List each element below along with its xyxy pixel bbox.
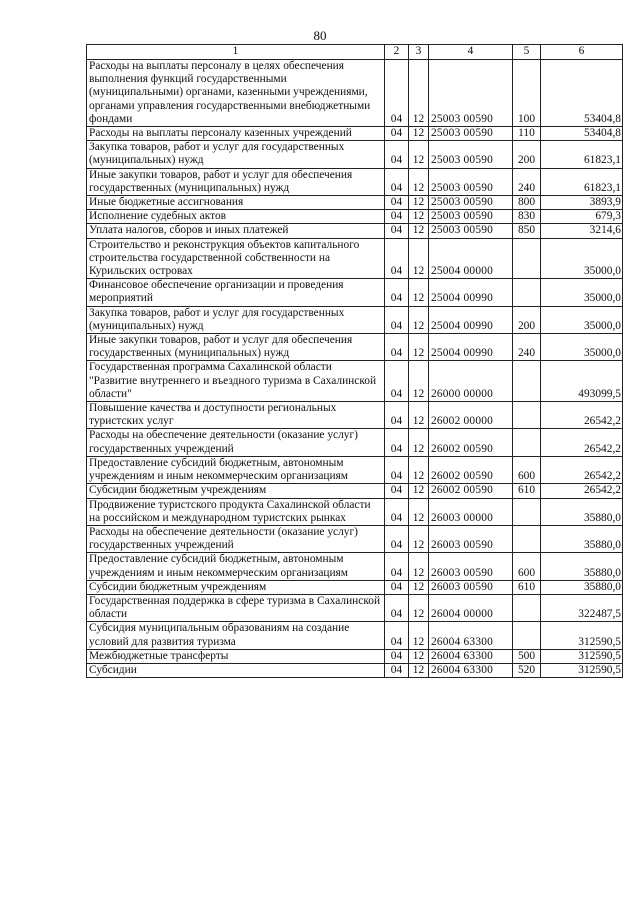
- table-row: [87, 279, 623, 306]
- table-row: [87, 196, 623, 210]
- section-code: 04: [385, 649, 409, 663]
- target-article-code: 26004 63300: [429, 622, 513, 649]
- row-name: Повышение качества и доступности региональных туристских услуг: [87, 402, 385, 429]
- amount: 35880,0: [541, 525, 623, 552]
- row-name: Расходы на выплаты персоналу казенных учреждений: [87, 127, 385, 141]
- expense-type-code: 610: [513, 580, 541, 594]
- section-code: 04: [385, 456, 409, 483]
- target-article-code: 25004 00990: [429, 334, 513, 361]
- amount: 35880,0: [541, 498, 623, 525]
- amount: 53404,8: [541, 60, 623, 127]
- subsection-code: 12: [409, 525, 429, 552]
- expense-type-code: [513, 429, 541, 456]
- row-name: Продвижение туристского продукта Сахалинской области на российском и международном туристских рынках: [87, 498, 385, 525]
- table-row: [87, 525, 623, 552]
- section-code: 04: [385, 224, 409, 238]
- target-article-code: 25003 00590: [429, 141, 513, 168]
- expense-type-code: 100: [513, 60, 541, 127]
- expense-type-code: [513, 402, 541, 429]
- table-row: [87, 456, 623, 483]
- amount: 35880,0: [541, 553, 623, 580]
- table-row: [87, 60, 623, 127]
- col-header-1: 1: [87, 45, 385, 60]
- row-name: Иные закупки товаров, работ и услуг для обеспечения государственных (муниципальных) нужд: [87, 334, 385, 361]
- expense-type-code: [513, 238, 541, 279]
- expense-type-code: 200: [513, 141, 541, 168]
- subsection-code: 12: [409, 402, 429, 429]
- target-article-code: 26003 00590: [429, 580, 513, 594]
- target-article-code: 25003 00590: [429, 210, 513, 224]
- subsection-code: 12: [409, 210, 429, 224]
- expense-type-code: 520: [513, 663, 541, 677]
- subsection-code: 12: [409, 361, 429, 402]
- amount: 35000,0: [541, 279, 623, 306]
- subsection-code: 12: [409, 594, 429, 621]
- target-article-code: 26002 00000: [429, 402, 513, 429]
- table-row: [87, 141, 623, 168]
- column-number-row: [87, 45, 623, 60]
- section-code: 04: [385, 498, 409, 525]
- amount: 3214,6: [541, 224, 623, 238]
- amount: 35000,0: [541, 334, 623, 361]
- section-code: 04: [385, 663, 409, 677]
- expense-type-code: [513, 525, 541, 552]
- table-row: [87, 306, 623, 333]
- amount: 312590,5: [541, 649, 623, 663]
- section-code: 04: [385, 334, 409, 361]
- target-article-code: 26003 00590: [429, 553, 513, 580]
- subsection-code: 12: [409, 456, 429, 483]
- amount: 3893,9: [541, 196, 623, 210]
- subsection-code: 12: [409, 224, 429, 238]
- expense-type-code: 240: [513, 168, 541, 195]
- amount: 493099,5: [541, 361, 623, 402]
- row-name: Закупка товаров, работ и услуг для государственных (муниципальных) нужд: [87, 141, 385, 168]
- expense-type-code: [513, 498, 541, 525]
- section-code: 04: [385, 484, 409, 498]
- expense-type-code: 200: [513, 306, 541, 333]
- section-code: 04: [385, 60, 409, 127]
- section-code: 04: [385, 210, 409, 224]
- target-article-code: 25004 00990: [429, 279, 513, 306]
- section-code: 04: [385, 141, 409, 168]
- row-name: Расходы на обеспечение деятельности (оказание услуг) государственных учреждений: [87, 429, 385, 456]
- section-code: 04: [385, 168, 409, 195]
- expense-type-code: [513, 279, 541, 306]
- section-code: 04: [385, 238, 409, 279]
- subsection-code: 12: [409, 663, 429, 677]
- budget-table: [86, 44, 623, 678]
- amount: 61823,1: [541, 141, 623, 168]
- row-name: Субсидии бюджетным учреждениям: [87, 484, 385, 498]
- section-code: 04: [385, 196, 409, 210]
- target-article-code: 25004 00000: [429, 238, 513, 279]
- amount: 35880,0: [541, 580, 623, 594]
- col-header-5: 5: [513, 45, 541, 60]
- table-row: [87, 594, 623, 621]
- expense-type-code: [513, 594, 541, 621]
- expense-type-code: [513, 361, 541, 402]
- amount: 679,3: [541, 210, 623, 224]
- subsection-code: 12: [409, 553, 429, 580]
- row-name: Закупка товаров, работ и услуг для государственных (муниципальных) нужд: [87, 306, 385, 333]
- expense-type-code: 850: [513, 224, 541, 238]
- row-name: Расходы на выплаты персоналу в целях обеспечения выполнения функций государственными (муниципальными) органами, казенными учреждениями, органами управления государственными внебюджетными фондами: [87, 60, 385, 127]
- target-article-code: 25003 00590: [429, 168, 513, 195]
- table-row: [87, 553, 623, 580]
- table-body: [87, 60, 623, 678]
- table-row: [87, 127, 623, 141]
- target-article-code: 25003 00590: [429, 196, 513, 210]
- row-name: Исполнение судебных актов: [87, 210, 385, 224]
- row-name: Финансовое обеспечение организации и проведения мероприятий: [87, 279, 385, 306]
- section-code: 04: [385, 361, 409, 402]
- section-code: 04: [385, 622, 409, 649]
- expense-type-code: 600: [513, 456, 541, 483]
- target-article-code: 26004 63300: [429, 663, 513, 677]
- subsection-code: 12: [409, 60, 429, 127]
- row-name: Расходы на обеспечение деятельности (оказание услуг) государственных учреждений: [87, 525, 385, 552]
- table-row: [87, 334, 623, 361]
- expense-type-code: 600: [513, 553, 541, 580]
- table-row: [87, 361, 623, 402]
- subsection-code: 12: [409, 168, 429, 195]
- target-article-code: 26003 00590: [429, 525, 513, 552]
- row-name: Субсидия муниципальным образованиям на создание условий для развития туризма: [87, 622, 385, 649]
- target-article-code: 26002 00590: [429, 484, 513, 498]
- target-article-code: 25003 00590: [429, 224, 513, 238]
- col-header-2: 2: [385, 45, 409, 60]
- subsection-code: 12: [409, 580, 429, 594]
- table-row: [87, 224, 623, 238]
- expense-type-code: 610: [513, 484, 541, 498]
- section-code: 04: [385, 279, 409, 306]
- section-code: 04: [385, 402, 409, 429]
- section-code: 04: [385, 553, 409, 580]
- row-name: Уплата налогов, сборов и иных платежей: [87, 224, 385, 238]
- subsection-code: 12: [409, 498, 429, 525]
- row-name: Государственная программа Сахалинской области "Развитие внутреннего и въездного туризма в Сахалинской области": [87, 361, 385, 402]
- amount: 322487,5: [541, 594, 623, 621]
- section-code: 04: [385, 580, 409, 594]
- section-code: 04: [385, 525, 409, 552]
- expense-type-code: [513, 622, 541, 649]
- row-name: Строительство и реконструкция объектов капитального строительства государственной собственности на Курильских островах: [87, 238, 385, 279]
- row-name: Иные бюджетные ассигнования: [87, 196, 385, 210]
- subsection-code: 12: [409, 279, 429, 306]
- subsection-code: 12: [409, 334, 429, 361]
- table-row: [87, 622, 623, 649]
- subsection-code: 12: [409, 622, 429, 649]
- target-article-code: 26002 00590: [429, 456, 513, 483]
- target-article-code: 26004 63300: [429, 649, 513, 663]
- col-header-6: 6: [541, 45, 623, 60]
- subsection-code: 12: [409, 429, 429, 456]
- col-header-4: 4: [429, 45, 513, 60]
- target-article-code: 26000 00000: [429, 361, 513, 402]
- amount: 26542,2: [541, 402, 623, 429]
- subsection-code: 12: [409, 196, 429, 210]
- table-row: [87, 649, 623, 663]
- table-row: [87, 484, 623, 498]
- page-number: 80: [313, 28, 327, 43]
- row-name: Предоставление субсидий бюджетным, автономным учреждениям и иным некоммерческим организациям: [87, 456, 385, 483]
- section-code: 04: [385, 127, 409, 141]
- table-row: [87, 210, 623, 224]
- subsection-code: 12: [409, 127, 429, 141]
- amount: 312590,5: [541, 663, 623, 677]
- amount: 35000,0: [541, 306, 623, 333]
- expense-type-code: 800: [513, 196, 541, 210]
- table-row: [87, 429, 623, 456]
- subsection-code: 12: [409, 306, 429, 333]
- target-article-code: 25004 00990: [429, 306, 513, 333]
- table-row: [87, 168, 623, 195]
- target-article-code: 26003 00000: [429, 498, 513, 525]
- amount: 53404,8: [541, 127, 623, 141]
- section-code: 04: [385, 306, 409, 333]
- table-row: [87, 402, 623, 429]
- expense-type-code: 240: [513, 334, 541, 361]
- expense-type-code: 830: [513, 210, 541, 224]
- row-name: Предоставление субсидий бюджетным, автономным учреждениям и иным некоммерческим организациям: [87, 553, 385, 580]
- section-code: 04: [385, 429, 409, 456]
- subsection-code: 12: [409, 238, 429, 279]
- section-code: 04: [385, 594, 409, 621]
- table-row: [87, 580, 623, 594]
- row-name: Субсидии: [87, 663, 385, 677]
- table-row: [87, 498, 623, 525]
- amount: 312590,5: [541, 622, 623, 649]
- target-article-code: 25003 00590: [429, 60, 513, 127]
- subsection-code: 12: [409, 484, 429, 498]
- amount: 26542,2: [541, 456, 623, 483]
- subsection-code: 12: [409, 141, 429, 168]
- target-article-code: 26002 00590: [429, 429, 513, 456]
- expense-type-code: 110: [513, 127, 541, 141]
- target-article-code: 26004 00000: [429, 594, 513, 621]
- table-row: [87, 663, 623, 677]
- table-row: [87, 238, 623, 279]
- subsection-code: 12: [409, 649, 429, 663]
- row-name: Государственная поддержка в сфере туризма в Сахалинской области: [87, 594, 385, 621]
- amount: 26542,2: [541, 429, 623, 456]
- amount: 26542,2: [541, 484, 623, 498]
- target-article-code: 25003 00590: [429, 127, 513, 141]
- col-header-3: 3: [409, 45, 429, 60]
- expense-type-code: 500: [513, 649, 541, 663]
- amount: 61823,1: [541, 168, 623, 195]
- row-name: Субсидии бюджетным учреждениям: [87, 580, 385, 594]
- row-name: Межбюджетные трансферты: [87, 649, 385, 663]
- row-name: Иные закупки товаров, работ и услуг для обеспечения государственных (муниципальных) нужд: [87, 168, 385, 195]
- amount: 35000,0: [541, 238, 623, 279]
